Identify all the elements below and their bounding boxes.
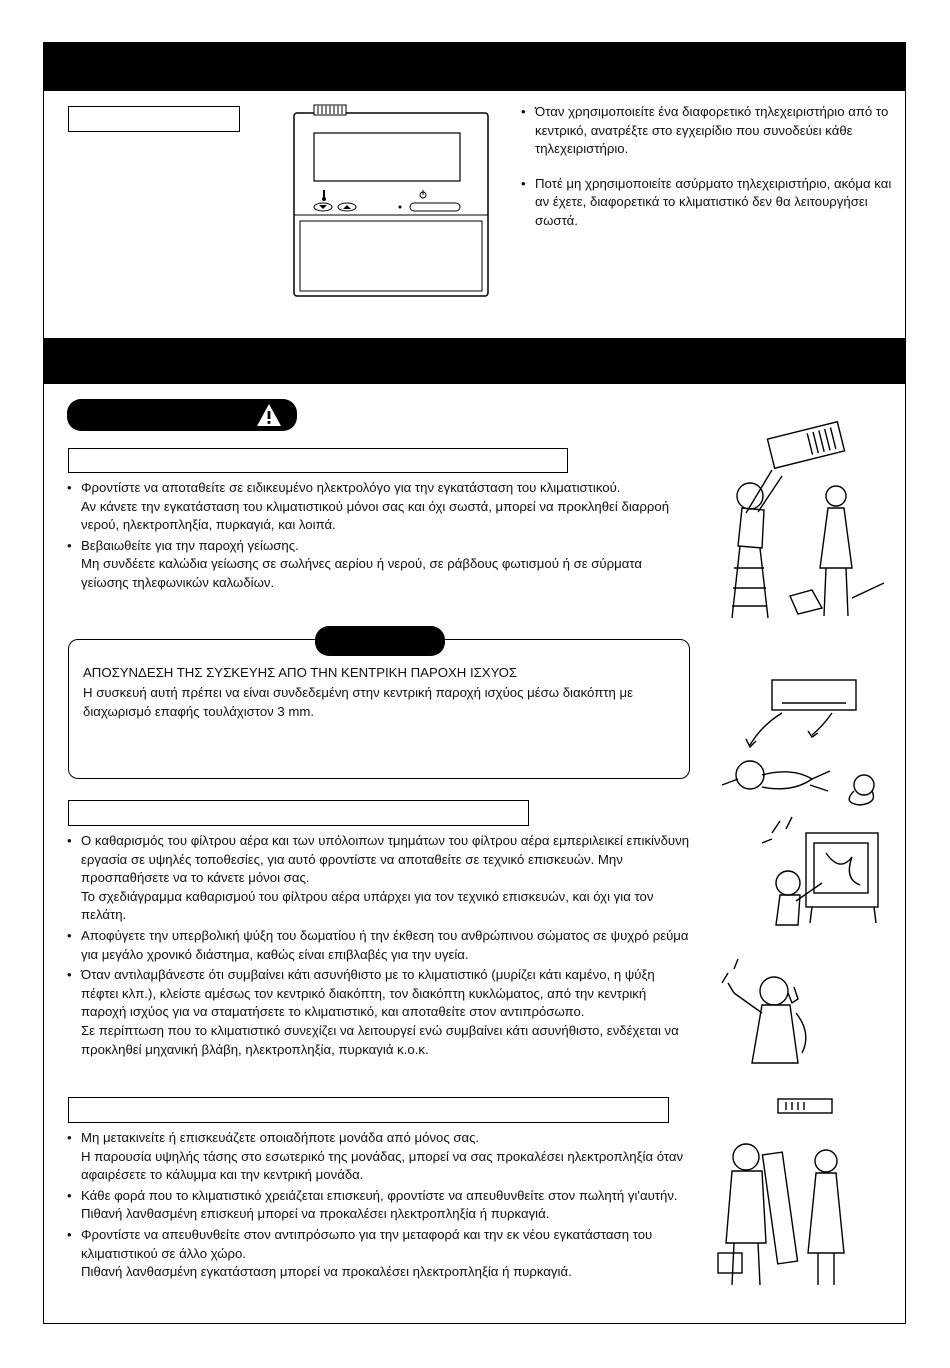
list-item bbox=[66, 479, 676, 535]
section-header-bar-remote bbox=[44, 43, 905, 91]
installation-heading-box bbox=[68, 448, 568, 473]
remote-note-item bbox=[520, 103, 892, 159]
list-item-subtext: Μη συνδέετε καλώδια γείωσης σε σωλήνες αερίου ή νερού, σε ράβδους φωτισμού ή σε σύρματα γείωσης τηλεφωνικών καλωδίων. bbox=[81, 556, 643, 590]
list-item bbox=[66, 1129, 696, 1185]
list-item bbox=[66, 832, 691, 925]
list-item-subtext: Το σχεδιάγραμμα καθαρισμού του φίλτρου αέρα υπάρχει για τον τεχνικό επισκευών, και όχι για τον πελάτη. bbox=[81, 888, 654, 923]
burning-smell-tv-illustration bbox=[752, 813, 892, 943]
list-item-text: Ο καθαρισμός του φίλτρου αέρα και των υπόλοιπων τμημάτων του φίλτρου αέρα εμπεριλεικεί επικίνδυνη εργασία σε υψηλές τοποθεσίες, για αυτό φροντίστε να αποταθείτε σε τεχνικό επισκευών. Μην προσπαθήσετε να το κάνετε μόνοι σας. bbox=[81, 833, 690, 886]
remote-note-item bbox=[520, 175, 892, 231]
phone-call-illustration bbox=[712, 953, 822, 1073]
list-item bbox=[66, 927, 691, 964]
power-disconnect-notice bbox=[68, 639, 690, 779]
list-item-subtext: Σε περίπτωση που το κλιματιστικό συνεχίζει να λειτουργεί ενώ συμβαίνει κάτι ασυνήθιστο, ενδέχεται να προκληθεί μηχανική βλάβη, ηλεκτροπληξία, πυρκαγιά κ.ο.κ. bbox=[81, 1022, 679, 1057]
list-item-subtext: Αν κάνετε την εγκατάσταση του κλιματιστικού μόνοι σας και όχι σωστά, μπορεί να προκληθεί διαρροή νερού, ηλεκτροπληξία, πυρκαγιά, και λοιπά. bbox=[81, 498, 670, 533]
list-item-subtext: Πιθανή λανθασμένη επισκευή μπορεί να προκαλέσει ηλεκτροπληξία ή πυρκαγιά. bbox=[81, 1206, 550, 1222]
list-item-text: Μη μετακινείτε ή επισκευάζετε οποιαδήποτε μονάδα από μόνος σας. bbox=[81, 1130, 480, 1145]
operation-heading-box bbox=[68, 800, 529, 826]
operation-section bbox=[66, 832, 691, 1061]
list-item-text: Κάθε φορά που το κλιματιστικό χρειάζεται επισκευή, φροντίστε να απευθυνθείτε στον πωλητή γι'αυτήν. bbox=[81, 1187, 678, 1203]
repair-technician-illustration bbox=[712, 1093, 887, 1293]
list-item bbox=[66, 1187, 696, 1224]
notice-text: Η συσκευή αυτή πρέπει να είναι συνδεδεμένη στην κεντρική παροχή ισχύος μέσω διακόπτη με διαχωρισμό επαφής τουλάχιστον 3 mm. bbox=[83, 685, 633, 719]
list-item-subtext: Πιθανή λανθασμένη εγκατάσταση μπορεί να προκαλέσει ηλεκτροπληξία ή πυρκαγιά. bbox=[81, 1264, 572, 1280]
repair-heading-box bbox=[68, 1097, 669, 1123]
installation-ladder-illustration bbox=[712, 418, 887, 628]
list-item-text: Βεβαιωθείτε για την παροχή γείωσης. bbox=[81, 537, 299, 553]
remote-note-text: Όταν χρησιμοποιείτε ένα διαφορετικό τηλεχειριστήριο από το κεντρικό, ανατρέξτε στο εγχειρίδιο που συνοδεύει κάθε τηλεχειριστήριο. bbox=[535, 104, 889, 157]
notice-pill bbox=[315, 626, 445, 656]
remote-controller-illustration bbox=[292, 103, 490, 299]
cold-draft-illustration bbox=[712, 675, 887, 815]
notice-heading: ΑΠΟΣΥΝΔΕΣΗ ΤΗΣ ΣΥΣΚΕΥΗΣ ΑΠΟ ΤΗΝ ΚΕΝΤΡΙΚΗ ΠΑΡΟΧΗ ΙΣΧΥΟΣ bbox=[83, 665, 518, 680]
section-header-bar-safety bbox=[44, 338, 905, 384]
page-frame bbox=[43, 42, 906, 1324]
repair-section bbox=[66, 1129, 696, 1284]
list-item bbox=[66, 1226, 696, 1282]
list-item-subtext: Η παρουσία υψηλής τάσης στο εσωτερικό της μονάδας, μπορεί να σας προκαλέσει ηλεκτροπληξία όταν αφαιρέσετε το κάλυμμα και την κεντρική μονάδα. bbox=[81, 1148, 684, 1183]
list-item-text: Όταν αντιλαμβάνεστε ότι συμβαίνει κάτι ασυνήθιστο με το κλιματιστικό (μυρίζει κάτι καμένο, η ψύξη πέφτει κλπ.), κλείστε αμέσως τον κεντρικό διακόπτη, τον διακόπτη κυκλώματος, από την κεντρική παροχή ισχύος για να σταματήσετε το κλιματιστικό, και αποταθείτε στον αντιπρόσωπο. bbox=[81, 967, 655, 1020]
remote-notes bbox=[520, 103, 892, 233]
warning-pill bbox=[67, 399, 297, 431]
list-item-text: Αποφύγετε την υπερβολική ψύξη του δωματίου ή την έκθεση του ανθρώπινου σώματος σε ψυχρό ρεύμα για μεγάλο χρονικό διάστημα, καθώς είναι επιβλαβές για την υγεία. bbox=[81, 927, 689, 962]
remote-model-label-box bbox=[68, 106, 240, 132]
list-item bbox=[66, 966, 691, 1059]
list-item-text: Φροντίστε να αποταθείτε σε ειδικευμένο ηλεκτρολόγο για την εγκατάσταση του κλιματιστικού. bbox=[81, 480, 621, 495]
remote-note-text: Ποτέ μη χρησιμοποιείτε ασύρματο τηλεχειριστήριο, ακόμα και αν έχετε, διαφορετικά το κλιματιστικό δεν θα λειτουργήσει σωστά. bbox=[535, 175, 892, 228]
installation-section bbox=[66, 479, 676, 595]
warning-triangle-icon bbox=[255, 402, 283, 428]
list-item bbox=[66, 537, 676, 593]
list-item-text: Φροντίστε να απευθυνθείτε στον αντιπρόσωπο για την μεταφορά και την εκ νέου εγκατάσταση του κλιματιστικού σε άλλο χώρο. bbox=[81, 1226, 653, 1261]
